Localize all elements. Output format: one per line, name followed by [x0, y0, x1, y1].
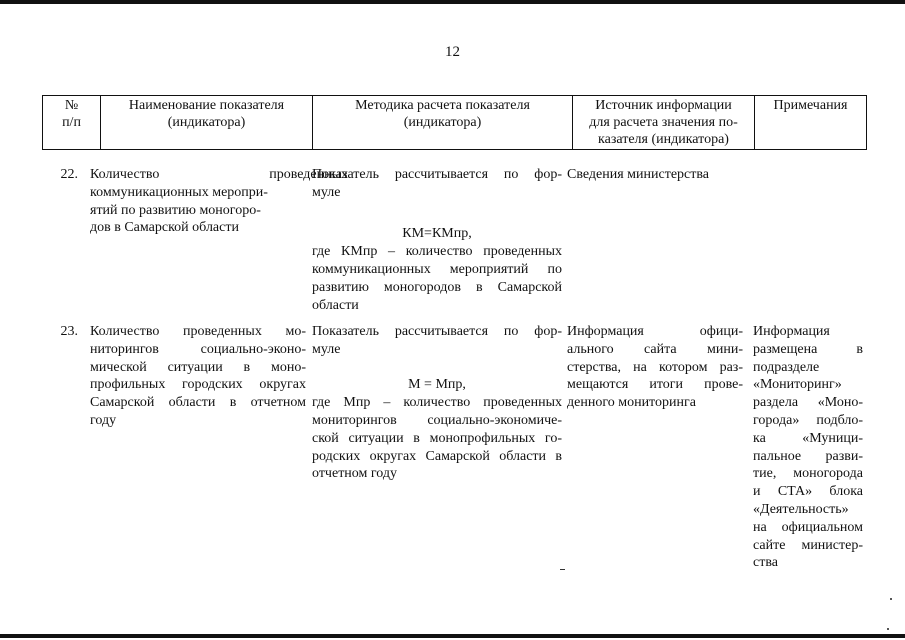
calculation-method: Показатель рассчитывается по фор- муле КМ=КМпр, где КМпр – количество проведенных коммуникационных мероприятий по развитию моногородов в Самарской области: [312, 167, 562, 313]
header-source: Источник информации для расчета значения по- казателя (индикатора): [573, 96, 755, 150]
header-name: Наименование показателя (индикатора): [101, 96, 313, 150]
formula: М = Мпр,: [408, 377, 466, 393]
bottom-border: [0, 634, 905, 638]
indicator-name: Количество проведенных мо- ниторингов социально-эконо- мической ситуации в моно- профильных городских округах Самарской области в отчетном году: [90, 324, 306, 428]
page-number: 12: [445, 44, 460, 60]
info-source: Информация офици- ального сайта мини- стерства, на котором раз- мещаются итоги прове- денного мониторинга: [567, 324, 743, 411]
calculation-method: Показатель рассчитывается по фор- муле М = Мпр, где Мпр – количество проведенных мониторингов социально-экономиче- ской ситуации в монопрофильных го- родских округах Самарской области в отчетном году: [312, 324, 562, 482]
row-number: 22.: [60, 167, 78, 182]
table-header: [42, 95, 867, 150]
scan-mark: [560, 569, 565, 570]
notes: Информация размещена в подразделе «Мониторинг» раздела «Моно- города» подбло- ка «Муници- пальное разви- тие, моногорода и СТА» блока «Деятельность» на официальном сайте министер- ства: [753, 324, 863, 571]
formula: КМ=КМпр,: [402, 226, 472, 242]
top-border: [0, 0, 905, 4]
info-source: Сведения министерства: [567, 167, 710, 182]
header-method: Методика расчета показателя (индикатора): [313, 96, 573, 150]
header-notes: Примечания: [755, 96, 867, 150]
scan-speck: [887, 628, 889, 630]
header-num: № п/п: [43, 96, 101, 150]
indicator-name: Количество проведенных коммуникационных меропри- ятий по развитию моногоро- дов в Самарской области: [90, 167, 348, 236]
row-number: 23.: [60, 324, 78, 339]
scan-speck: [890, 598, 892, 600]
